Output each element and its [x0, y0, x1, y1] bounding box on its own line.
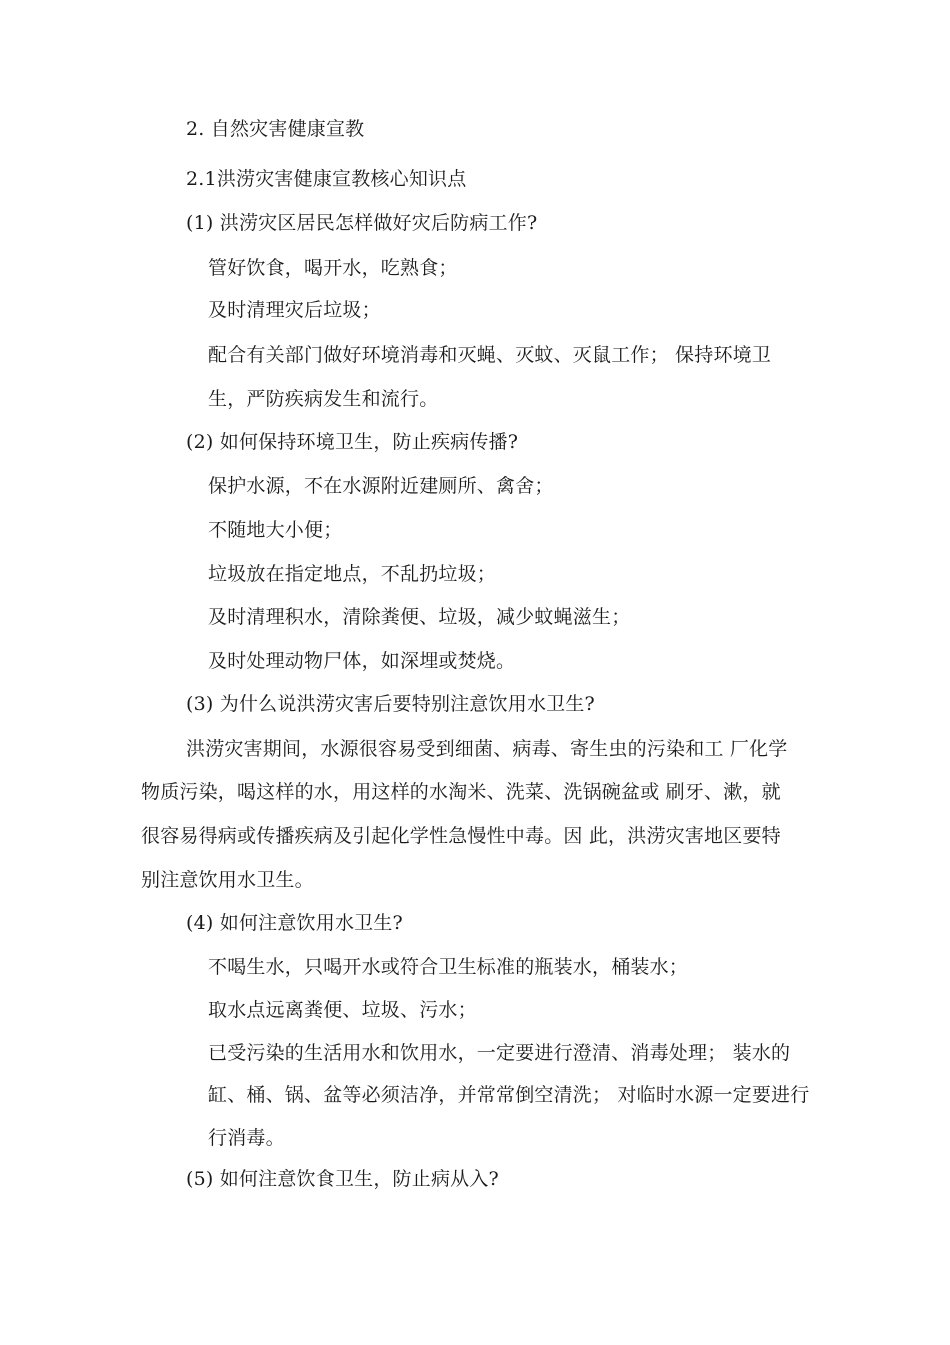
paragraph-text: 很容易得病或传播疾病及引起化学性急慢性中毒。因 此，洪涝灾害地区要特 — [141, 825, 781, 847]
question-5-title: (5) 如何注意饮食卫生，防止病从入? — [186, 1168, 499, 1190]
answer-text: 取水点远离粪便、垃圾、污水； — [208, 999, 477, 1021]
paragraph-text: 洪涝灾害期间，水源很容易受到细菌、病毒、寄生虫的污染和工 厂化学 — [186, 738, 788, 760]
answer-text: 配合有关部门做好环境消毒和灭蝇、灭蚊、灭鼠工作； 保持环境卫 — [208, 344, 772, 366]
question-2-title: (2) 如何保持环境卫生，防止疾病传播? — [186, 431, 519, 453]
answer-text: 及时清理积水，清除粪便、垃圾，减少蚊蝇滋生； — [208, 606, 631, 628]
subsection-heading: 2.1洪涝灾害健康宣教核心知识点 — [186, 168, 467, 190]
answer-text: 及时清理灾后垃圾； — [208, 299, 381, 321]
answer-text: 生，严防疾病发生和流行。 — [208, 388, 439, 410]
answer-text: 管好饮食，喝开水，吃熟食； — [208, 257, 458, 279]
answer-text: 不喝生水，只喝开水或符合卫生标准的瓶装水，桶装水； — [208, 956, 689, 978]
answer-text: 行消毒。 — [208, 1127, 285, 1149]
answer-text: 不随地大小便； — [208, 519, 343, 541]
answer-text: 及时处理动物尸体，如深埋或焚烧。 — [208, 650, 516, 672]
section-heading: 2. 自然灾害健康宣教 — [186, 118, 365, 140]
question-3-title: (3) 为什么说洪涝灾害后要特别注意饮用水卫生? — [186, 693, 595, 715]
answer-text: 已受污染的生活用水和饮用水，一定要进行澄清、消毒处理； 装水的 — [208, 1042, 791, 1064]
answer-text: 垃圾放在指定地点，不乱扔垃圾； — [208, 563, 497, 585]
paragraph-text: 别注意饮用水卫生。 — [141, 869, 314, 891]
question-1-title: (1) 洪涝灾区居民怎样做好灾后防病工作? — [186, 212, 538, 234]
paragraph-text: 物质污染，喝这样的水，用这样的水淘米、洗菜、洗锅碗盆或 刷牙、漱，就 — [141, 781, 781, 803]
answer-text: 缸、桶、锅、盆等必须洁净，并常常倒空清洗； 对临时水源一定要进行 — [208, 1084, 810, 1106]
answer-text: 保护水源，不在水源附近建厕所、禽舍； — [208, 475, 554, 497]
question-4-title: (4) 如何注意饮用水卫生? — [186, 912, 403, 934]
